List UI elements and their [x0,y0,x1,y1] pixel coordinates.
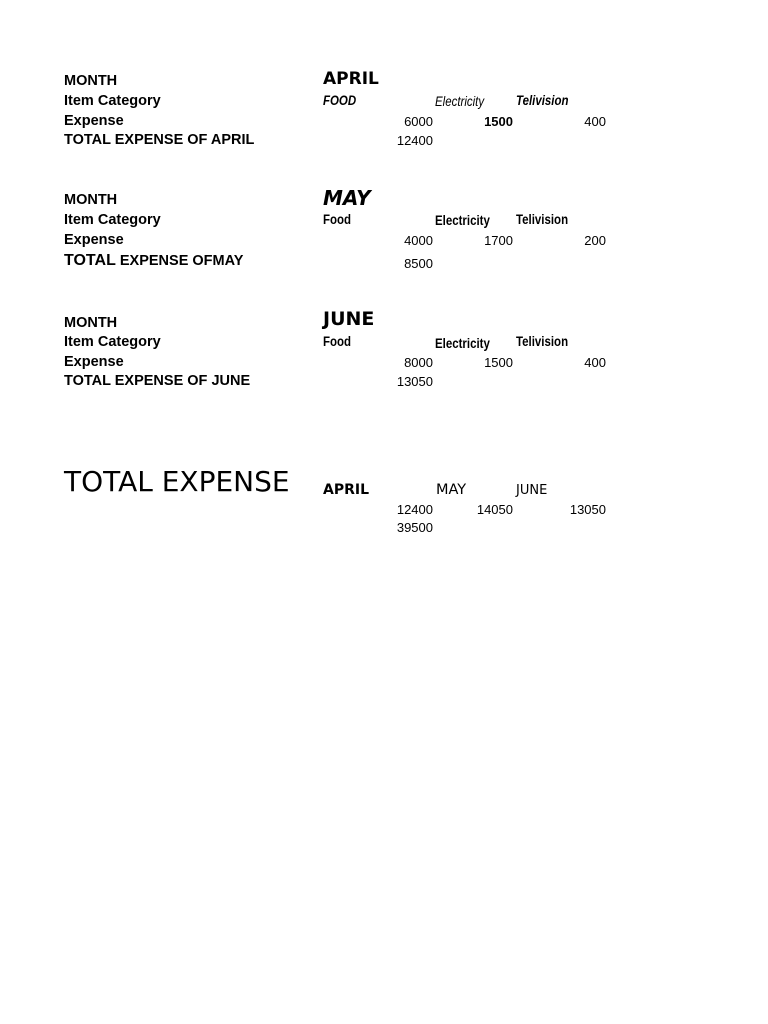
june-total-value: 13050 [396,374,433,389]
may-category-electricity: Electricity [435,213,490,228]
june-expense-label: Expense [64,354,124,370]
summary-total-june: 13050 [569,502,606,517]
may-category-television: Telivision [516,212,569,227]
april-total-value: 12400 [396,133,433,148]
june-category-food: Food [323,334,352,349]
summary-month-june: JUNE [516,483,548,498]
june-month-value: JUNE [323,308,375,330]
may-expense-food: 4000 [404,233,433,248]
summary-grand-total: 39500 [396,520,433,535]
april-expense-food: 6000 [404,114,433,129]
may-total-label-a: TOTAL [64,252,116,269]
may-total-label-b: EXPENSE OFMAY [119,253,244,269]
summary-total-may: 14050 [476,502,513,517]
may-expense-electricity: 1700 [484,233,513,248]
april-category-electricity: Electricity [435,94,485,109]
april-category-television: Telivision [516,93,569,108]
april-month-value: APRIL [323,69,379,89]
may-category-food: Food [323,212,352,227]
may-expense-television: 200 [584,233,606,248]
may-month-value: MAY [323,186,371,210]
april-category-label: Item Category [64,93,161,109]
summary-month-april: APRIL [323,482,370,498]
april-total-label: TOTAL EXPENSE OF APRIL [64,132,255,148]
may-expense-label: Expense [64,232,124,248]
summary-total-april: 12400 [396,502,433,517]
may-total-label [64,253,243,269]
june-expense-food: 8000 [404,355,433,370]
june-category-television: Telivision [516,334,569,349]
april-month-label: MONTH [64,73,118,89]
june-total-label: TOTAL EXPENSE OF JUNE [64,373,251,389]
june-category-electricity: Electricity [435,336,490,351]
april-category-food: FOOD [323,93,357,108]
summary-title: TOTAL EXPENSE [64,465,290,498]
june-expense-electricity: 1500 [484,355,513,370]
june-month-label: MONTH [64,315,118,331]
april-expense-television: 400 [584,114,606,129]
summary-month-may: MAY [436,482,467,498]
june-expense-television: 400 [584,355,606,370]
june-category-label: Item Category [64,334,161,350]
april-expense-electricity: 1500 [484,114,513,129]
may-total-value: 8500 [404,256,433,271]
april-expense-label: Expense [64,113,124,129]
may-month-label: MONTH [64,192,118,208]
may-category-label: Item Category [64,212,161,228]
